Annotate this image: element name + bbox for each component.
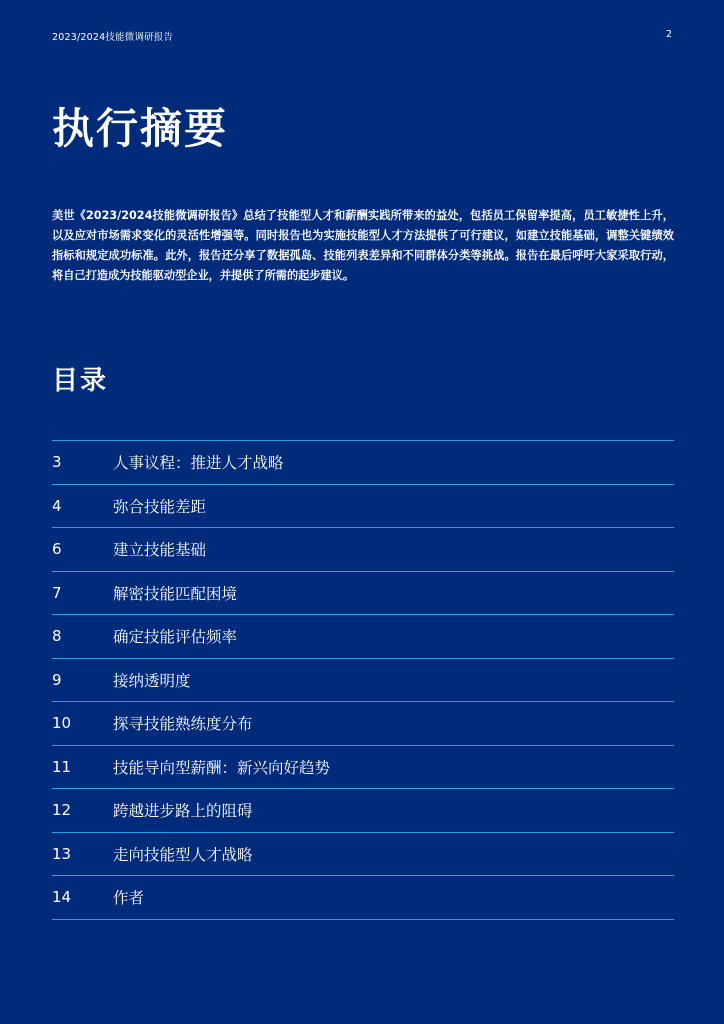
toc-label: 确定技能评估频率 (113, 628, 238, 647)
toc-label: 人事议程：推进人才战略 (113, 454, 284, 473)
toc-item[interactable] (52, 485, 674, 529)
toc-page-number: 7 (52, 583, 62, 602)
toc-page-number: 13 (52, 844, 72, 863)
executive-summary-text: 美世《2023/2024技能微调研报告》总结了技能型人才和薪酬实践所带来的益处，包括员工保留率提高，员工敏捷性上升，以及应对市场需求变化的灵活性增强等。同时报告也为实施技能型人才方法提供了可行建议，如建立技能基础，调整关键绩效指标和规定成功标准。此外，报告还分享了数据孤岛、技能列表差异和不同群体分类等挑战。报告在最后呼吁大家采取行动，将自己打造成为技能驱动型企业，并提供了所需的起步建议。 (52, 209, 674, 282)
report-name: 2023/2024技能微调研报告 (52, 32, 174, 43)
page-title: 执行摘要 (52, 104, 229, 153)
toc-page-number: 11 (52, 757, 72, 776)
toc-label: 探寻技能熟练度分布 (113, 715, 253, 734)
toc-item[interactable] (52, 615, 674, 659)
toc-label: 建立技能基础 (113, 541, 207, 560)
toc-item[interactable] (52, 702, 674, 746)
toc-page-number: 6 (52, 540, 62, 559)
toc-page-number: 10 (52, 714, 72, 733)
toc-label: 跨越进步路上的阻碍 (113, 802, 253, 821)
toc-item[interactable] (52, 441, 674, 485)
toc-label: 解密技能匹配困境 (113, 584, 238, 603)
toc-item[interactable] (52, 659, 674, 703)
toc-label: 弥合技能差距 (113, 497, 207, 516)
toc-label: 技能导向型薪酬：新兴向好趋势 (113, 758, 331, 777)
toc-item[interactable] (52, 876, 674, 920)
toc-item[interactable] (52, 746, 674, 790)
toc-page-number: 3 (52, 453, 62, 472)
toc-item[interactable] (52, 789, 674, 833)
toc-item[interactable] (52, 833, 674, 877)
toc-item[interactable] (52, 528, 674, 572)
toc-title: 目录 (52, 366, 109, 396)
toc-label: 走向技能型人才战略 (113, 845, 253, 864)
toc-label: 作者 (113, 889, 145, 908)
toc-item[interactable] (52, 572, 674, 616)
toc-page-number: 8 (52, 627, 62, 646)
toc-page-number: 4 (52, 496, 62, 515)
toc-label: 接纳透明度 (113, 671, 191, 690)
toc-page-number: 14 (52, 888, 72, 907)
page-number: 2 (665, 29, 672, 40)
toc-page-number: 12 (52, 801, 72, 820)
toc-page-number: 9 (52, 670, 62, 689)
table-of-contents (52, 440, 674, 920)
